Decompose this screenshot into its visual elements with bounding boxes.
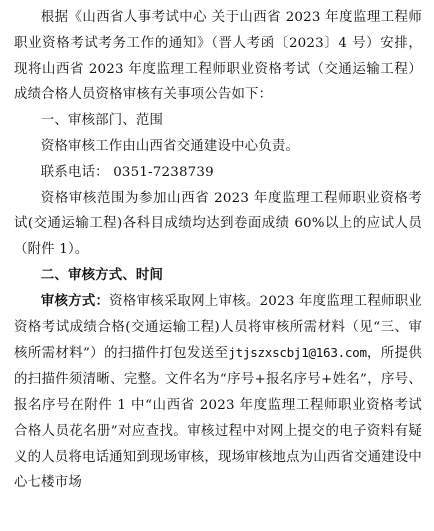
section-2-heading: 二、审核方式、时间	[40, 266, 164, 283]
review-method-text-before-email: 资格审核采取网上审核。2023 年度监理工程师职业资格考试成绩合格(交通运输工程)人员将审核所需材料（见“三、审核所需材料”）的扫描件打包发送至	[14, 293, 422, 362]
section-2-paragraph	[14, 289, 422, 496]
review-method-text-after-email: ，所提供的扫描件须清晰、完整。文件名为“序号+报名序号+姓名”，序号、报名序号在附件 1 中“山西省 2023 年度监理工程师职业资格考试合格人员花名册”对应查找。审核过程中对网上提交的电子资料有疑义的人员将电话通知到现场审核，现场审核地点为山西省交通建设中心七楼市场	[14, 346, 422, 491]
submission-email: jtjszxscbj1@163.com	[228, 345, 367, 361]
document-page	[14, 5, 422, 496]
section-1-paragraph-2: 资格审核范围为参加山西省 2023 年度监理工程师职业资格考试(交通运输工程)各科目成绩均达到卷面成绩 60%以上的应试人员（附件 1）。	[14, 190, 422, 258]
intro-paragraph: 根据《山西省人事考试中心 关于山西省 2023 年度监理工程师职业资格考试考务工作的通知》（晋人考函〔2023〕4 号）安排，现将山西省 2023 年度监理工程师职业资格考试（交通运输工程）成绩合格人员资格审核有关事项公告如下：	[14, 10, 422, 103]
review-method-label: 审核方式：	[40, 292, 110, 309]
section-1-paragraph-1: 资格审核工作由山西省交通建设中心负责。	[40, 138, 300, 154]
section-1-heading: 一、审核部门、范围	[40, 113, 164, 129]
contact-phone: 联系电话： 0351-7238739	[40, 164, 214, 180]
